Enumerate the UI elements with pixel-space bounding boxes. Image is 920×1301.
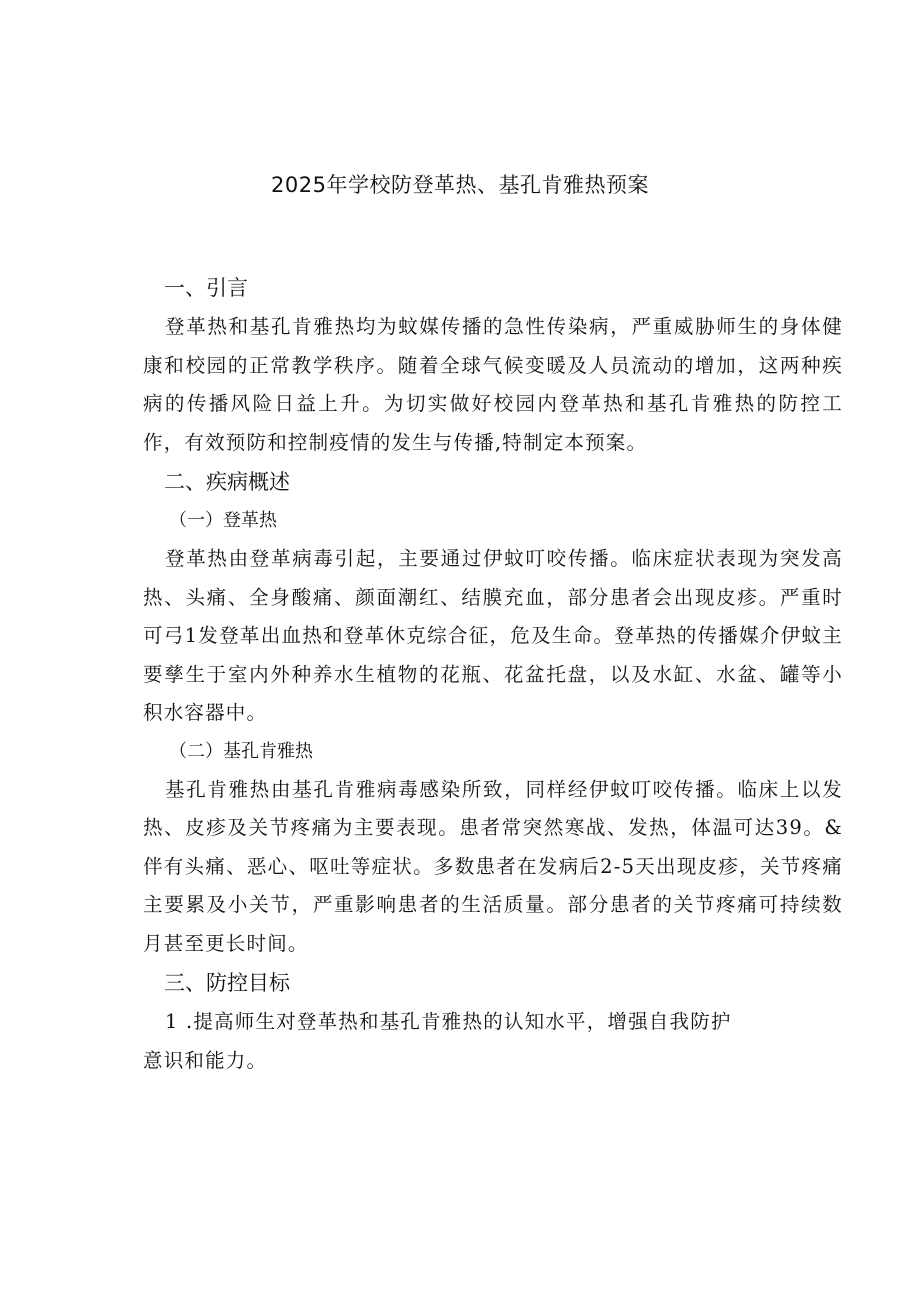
dengue-paragraph: 登革热由登革病毒引起，主要通过伊蚊叮咬传播。临床症状表现为突发高热、头痛、全身酸痛、颜面潮红、结膜充血，部分患者会出现皮疹。严重时可弓1发登革出血热和登革休克综合征，危及生命。登革热的传播媒介伊蚊主要孳生于室内外种养水生植物的花瓶、花盆托盘，以及水缸、水盆、罐等小积水容器中。 [143, 547, 843, 724]
list-item-line-1: 1 .提高师生对登革热和基孔肯雅热的认知水平，增强自我防护 [165, 1010, 732, 1033]
chikungunya-paragraph: 基孔肯雅热由基孔肯雅病毒感染所致，同样经伊蚊叮咬传播。临床上以发热、皮疹及关节疼痛为主要表现。患者常突然寒战、发热，体温可达39。&伴有头痛、恶心、呕吐等症状。多数患者在发病后2-5天出现皮疹，关节疼痛主要累及小关节，严重影响患者的生活质量。部分患者的关节疼痛可持续数月甚至更长时间。 [143, 777, 843, 955]
section-heading-introduction: 一、引言 [164, 276, 248, 300]
section-heading-prevention-goals: 三、防控目标 [164, 971, 290, 995]
subsection-heading-chikungunya: （二）基孔肯雅热 [169, 740, 313, 762]
document-title: 2025年学校防登革热、基孔肯雅热预案 [271, 173, 649, 197]
section-heading-disease-overview: 二、疾病概述 [164, 470, 290, 494]
introduction-paragraph: 登革热和基孔肯雅热均为蚊媒传播的急性传染病，严重威胁师生的身体健康和校园的正常教学秩序。随着全球气候变暖及人员流动的增加，这两种疾病的传播风险日益上升。为切实做好校园内登革热和基孔肯雅热的防控工作，有效预防和控制疫情的发生与传播,特制定本预案。 [143, 315, 843, 454]
subsection-heading-dengue: （一）登革热 [169, 510, 277, 531]
document-body [143, 268, 843, 1080]
list-item-line-2: 意识和能力。 [143, 1048, 268, 1072]
list-item [143, 1003, 843, 1080]
